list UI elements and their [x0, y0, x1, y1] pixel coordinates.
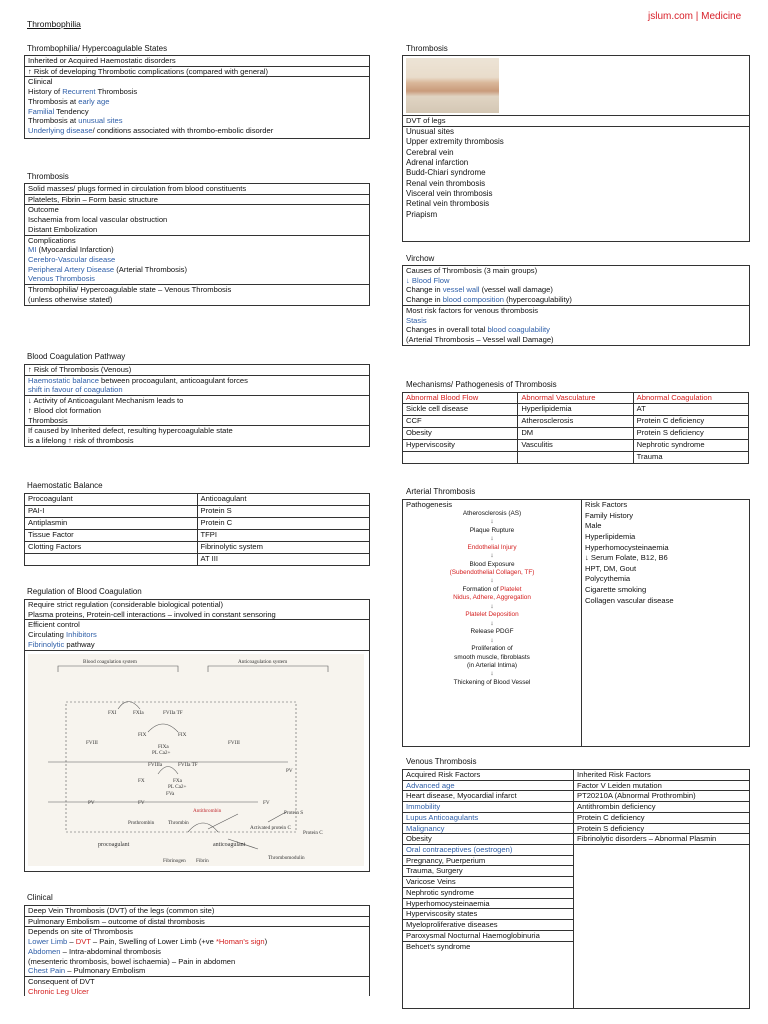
flow-text: Formation of: [462, 585, 501, 593]
diag-anticoagulant: anticoagulant: [213, 841, 246, 848]
thrombosis-row: Platelets, Fibrin – Form basic structure: [25, 195, 369, 206]
balance-table: [24, 493, 370, 566]
unusual-line: Thrombosis at unusual sites: [28, 116, 123, 126]
balance-cell: Anticoagulant: [197, 494, 370, 506]
diag-fibrin: Fibrin: [196, 857, 209, 864]
mech-cell: [518, 451, 633, 463]
arterial-pathogenesis: [403, 500, 582, 746]
thrombosis-heading: Thrombosis: [27, 172, 69, 181]
inherited-item: PT20210A (Abnormal Prothrombin): [574, 791, 749, 802]
mech-cell: Hyperviscosity: [403, 439, 518, 451]
path-head: Pathogenesis: [406, 500, 453, 509]
history-line: History of Recurrent Thrombosis: [28, 87, 138, 97]
diag-fxi: FXI: [108, 709, 117, 716]
page-title: Thrombophilia: [27, 19, 81, 29]
flow-step: Atherosclerosis (AS): [462, 509, 522, 517]
clinical-heading: Clinical: [27, 893, 53, 902]
clinical-table: [24, 905, 370, 996]
acquired-item: Malignancy: [403, 824, 573, 835]
inherited-head: Inherited Risk Factors: [574, 770, 749, 781]
arterial-table: [402, 499, 750, 747]
diag-fviia-tf: FVIIa TF: [163, 709, 183, 716]
flow-step: ↓: [490, 636, 494, 644]
mech-cell: Atherosclerosis: [518, 415, 633, 427]
mech-row: [403, 415, 749, 427]
pathway-heading: Blood Coagulation Pathway: [27, 352, 126, 361]
diag-fxa: FXa: [173, 777, 182, 784]
diag-procoagulant: procoagulant: [98, 841, 130, 848]
flow-step: (in Arterial Intima): [466, 662, 518, 670]
clinical-row: Deep Vein Thrombosis (DVT) of the legs (common site): [25, 906, 369, 917]
risk-item: HPT, DM, Gout: [585, 563, 637, 573]
risk-item: Cigarette smoking: [585, 585, 647, 594]
diag-coag-title: Blood coagulation system: [83, 658, 137, 665]
flow-step: Plaque Rupture: [469, 526, 515, 534]
venous-table: [402, 769, 750, 1009]
familial-line: Familial Tendency: [28, 106, 89, 116]
diag-fviia-tf-2: FVIIa TF: [178, 761, 198, 768]
clinical-head: Clinical: [28, 77, 53, 87]
diag-fv: FV: [138, 799, 145, 806]
mech-cell: Obesity: [403, 427, 518, 439]
mech-row: [403, 451, 749, 463]
mech-header-cell: Abnormal Vasculature: [518, 393, 633, 404]
states-table: [24, 55, 370, 139]
diag-fibrinogen: Fibrinogen: [163, 857, 186, 864]
pathway-row: ↑ Risk of Thrombosis (Venous): [25, 365, 369, 376]
flow-step: Platelet Deposition: [465, 611, 519, 619]
virchow-heading: Virchow: [406, 254, 435, 263]
diag-fv-2: FV: [263, 799, 270, 806]
states-clinical: [25, 77, 369, 137]
diag-anticoag-title: Anticoagulation system: [238, 658, 288, 665]
acquired-item: Hyperviscosity states: [403, 909, 573, 920]
acquired-item: Paroxysmal Nocturnal Haemoglobinuria: [403, 931, 573, 942]
venous-heading: Venous Thrombosis: [406, 757, 477, 766]
inherited-col: [574, 770, 749, 1008]
balance-cell: Tissue Factor: [25, 530, 198, 542]
mech-cell: CCF: [403, 415, 518, 427]
clinical-site-cell: Depends on site of Thrombosis Lower Limb – DVT – Pain, Swelling of Lower Limb (+ve *Homan's sign) Abdomen – Intra-abdominal thrombosis (mesenteric thrombosis, bowel ischaemia) – Pain in abdomen Chest Pain – Pulmonary Embolism: [25, 927, 369, 977]
site-item: Retinal vein thrombosis: [406, 199, 490, 209]
arterial-risks: [582, 500, 749, 746]
risk-item: Polycythemia: [585, 574, 631, 584]
clinical-row: Pulmonary Embolism – outcome of distal thrombosis: [25, 917, 369, 928]
inherited-item: Protein C deficiency: [574, 813, 749, 824]
acquired-item: Immobility: [403, 802, 573, 813]
diag-pl-ca: PL Ca2+: [152, 749, 171, 756]
regulation-heading: Regulation of Blood Coagulation: [27, 587, 142, 596]
risk-item: Hyperlipidemia: [585, 531, 636, 541]
clinical-dvt-cell: Consequent of DVT Chronic Leg Ulcer: [28, 977, 95, 996]
risk-item: ↓ Serum Folate, B12, B6: [585, 553, 668, 563]
inherited-item: Protein S deficiency: [574, 824, 749, 835]
arterial-heading: Arterial Thrombosis: [406, 487, 476, 496]
thrombosis-row: Solid masses/ plugs formed in circulation from blood constituents: [25, 184, 369, 195]
flow-step: Thickening of Blood Vessel: [453, 678, 531, 686]
unusual-sites: [403, 127, 749, 221]
balance-row: [25, 530, 370, 542]
inherited-item: Factor V Leiden mutation: [574, 781, 749, 792]
underlying-line: Underlying disease/ conditions associated with thrombo-embolic disorder: [28, 126, 274, 136]
mechanisms-heading: Mechanisms/ Pathogenesis of Thrombosis: [406, 380, 557, 389]
acquired-item: Advanced age: [403, 781, 573, 792]
pathway-inherited-cell: If caused by Inherited defect, resulting hypercoagulable state is a lifelong ↑ risk of thrombosis: [28, 426, 233, 446]
mech-header-cell: Abnormal Blood Flow: [403, 393, 518, 404]
complications-cell: Complications MI (Myocardial Infarction) Cerebro-Vascular disease Peripheral Artery Disease (Arterial Thrombosis) Venous Thrombosis: [25, 236, 369, 286]
flow-step: ↓: [490, 577, 494, 585]
diag-thrombin: Thrombin: [168, 819, 189, 826]
virchow-table: [402, 265, 750, 346]
thrombophilia-cell: Thrombophilia/ Hypercoagulable state – Venous Thrombosis (unless otherwise stated): [28, 285, 232, 304]
balance-cell: Fibrinolytic system: [197, 542, 370, 554]
diag-pl-ca-2: PL Ca2+: [168, 783, 187, 790]
dvt-caption: DVT of legs: [403, 115, 749, 127]
acquired-item: Pregnancy, Puerperium: [403, 856, 573, 867]
mech-row: [403, 439, 749, 451]
diag-prothrombin: Prothrombin: [128, 819, 155, 826]
balance-row: [25, 554, 370, 566]
flow-step: ↓: [490, 619, 494, 627]
mech-cell: Trauma: [633, 451, 748, 463]
thrombosis-right-table: [402, 55, 750, 242]
flow-step: ↓: [490, 535, 494, 543]
mech-cell: [403, 451, 518, 463]
flow-step: smooth muscle, fibroblasts: [454, 653, 530, 661]
balance-cell: Protein S: [197, 506, 370, 518]
diag-fix-2: FIX: [178, 731, 187, 738]
pathway-balance-cell: Haemostatic balance between procoagulant, anticoagulant forces shift in favour of coagulation: [25, 376, 369, 396]
diag-fviii-2: FVIII: [228, 739, 240, 746]
diag-fviiia: FVIIIa: [148, 761, 163, 768]
thrombosis-right-heading: Thrombosis: [406, 44, 448, 53]
risk-head: Risk Factors: [585, 500, 628, 509]
mech-header-cell: Abnormal Coagulation: [633, 393, 748, 404]
states-row: ↑ Risk of developing Thrombotic complications (compared with general): [25, 67, 369, 78]
mech-cell: AT: [633, 403, 748, 415]
sites-head: Unusual sites: [406, 126, 455, 136]
balance-cell: Protein C: [197, 518, 370, 530]
diag-thrombomodulin: Thrombomodulin: [268, 854, 305, 861]
site-item: Visceral vein thrombosis: [406, 189, 493, 199]
balance-cell: Clotting Factors: [25, 542, 198, 554]
outcome-cell: Outcome Ischaemia from local vascular obstruction Distant Embolization: [25, 205, 369, 235]
balance-cell: [25, 554, 198, 566]
balance-cell: PAI-I: [25, 506, 198, 518]
site-item: Priapism: [406, 209, 438, 219]
acquired-col: [403, 770, 574, 1008]
diag-pv: PV: [88, 799, 95, 806]
dvt-legs-image: [406, 58, 499, 113]
balance-row: [25, 518, 370, 530]
site-brand[interactable]: jslum.com | Medicine: [648, 11, 742, 22]
acquired-item: Obesity: [403, 834, 573, 845]
site-item: Cerebral vein: [406, 147, 454, 157]
acquired-item: Varicose Veins: [403, 877, 573, 888]
flow-text-red: Platelet: [500, 585, 522, 593]
pathway-activity-cell: ↓ Activity of Anticoagulant Mechanism leads to ↑ Blood clot formation Thrombosis: [25, 396, 369, 426]
flow-step: Release PDGF: [470, 628, 514, 636]
balance-row: [25, 542, 370, 554]
flow-step: ↓: [490, 670, 494, 678]
risk-item: Collagen vascular disease: [585, 595, 674, 605]
balance-cell: AT III: [197, 554, 370, 566]
site-item: Renal vein thrombosis: [406, 178, 486, 188]
regulation-table: [24, 599, 370, 872]
acquired-item: Oral contraceptives (oestrogen): [403, 845, 573, 856]
mech-cell: DM: [518, 427, 633, 439]
mech-cell: Sickle cell disease: [403, 403, 518, 415]
mechanisms-table: [402, 392, 749, 464]
flow-step: ↓: [490, 602, 494, 610]
balance-cell: Antiplasmin: [25, 518, 198, 530]
diag-fxia: FXIa: [133, 709, 144, 716]
acquired-head: Acquired Risk Factors: [403, 770, 573, 781]
inherited-item: Fibrinolytic disorders – Abnormal Plasmin: [577, 834, 717, 844]
mech-cell: Nephrotic syndrome: [633, 439, 748, 451]
risk-item: Hyperhomocysteinaemia: [585, 542, 669, 552]
virchow-causes-cell: Causes of Thrombosis (3 main groups) ↓ Blood Flow Change in vessel wall (vessel wall damage) Change in blood composition (hypercoagulability): [403, 266, 749, 306]
states-row: Inherited or Acquired Haemostatic disorders: [25, 56, 369, 67]
acquired-item: Trauma, Surgery: [403, 866, 573, 877]
acquired-item: Behcet's syndrome: [406, 941, 471, 951]
acquired-item: Nephrotic syndrome: [403, 888, 573, 899]
mech-cell: Vasculitis: [518, 439, 633, 451]
mech-header-row: [403, 393, 749, 404]
risk-item: Male: [585, 521, 602, 531]
flow-step: ↓: [490, 518, 494, 526]
acquired-item: Heart disease, Myocardial infarct: [403, 791, 573, 802]
diag-fviii: FVIII: [86, 739, 98, 746]
flow-step: Blood Exposure: [469, 560, 515, 568]
flow-step: (Subendothelial Collagen, TF): [449, 569, 535, 577]
mech-cell: Hyperlipidemia: [518, 403, 633, 415]
balance-row: [25, 494, 370, 506]
risk-item: Family History: [585, 510, 634, 520]
diag-fix: FIX: [138, 731, 147, 738]
diag-protein-s: Protein S: [284, 809, 304, 816]
balance-cell: Procoagulant: [25, 494, 198, 506]
balance-heading: Haemostatic Balance: [27, 481, 103, 490]
flow-step: Proliferation of: [471, 645, 513, 653]
mech-row: [403, 427, 749, 439]
mech-cell: Protein C deficiency: [633, 415, 748, 427]
regulation-diagram-cell: [25, 651, 369, 872]
diag-fx: FX: [138, 777, 145, 784]
flow-step: Nidus, Adhere, Aggregation: [453, 594, 531, 602]
states-heading: Thrombophilia/ Hypercoagulable States: [27, 44, 168, 53]
inherited-item: Antithrombin deficiency: [574, 802, 749, 813]
regulation-require-cell: Require strict regulation (considerable biological potential) Plasma proteins, Protein-cell interactions – involved in constant sensoring: [25, 600, 369, 620]
coagulation-diagram: [28, 654, 364, 866]
site-item: Adrenal infarction: [406, 157, 469, 167]
balance-row: [25, 506, 370, 518]
site-item: Budd-Chiari syndrome: [406, 168, 486, 178]
acquired-item: Lupus Anticoagulants: [403, 813, 573, 824]
diag-pv-2: PV: [286, 767, 293, 774]
pathway-table: [24, 364, 370, 447]
thrombosis-table: [24, 183, 370, 306]
diag-fva: FVa: [166, 790, 175, 797]
acquired-item: Hyperhomocysteinaemia: [403, 899, 573, 910]
site-item: Upper extremity thrombosis: [406, 137, 504, 147]
acquired-item: Myeloproliferative diseases: [403, 920, 573, 931]
diag-antithrombin: Antithrombin: [193, 807, 222, 814]
flow-step: ↓: [490, 552, 494, 560]
virchow-risk-cell: Most risk factors for venous thrombosis Stasis Changes in overall total blood coagulability (Arterial Thrombosis – Vessel wall Damage): [406, 305, 554, 345]
diag-activated-pc: Activated protein C: [250, 824, 291, 831]
mech-row: [403, 403, 749, 415]
flow-step: Endothelial Injury: [467, 543, 517, 551]
flow-step: [406, 586, 578, 594]
balance-cell: TFPI: [197, 530, 370, 542]
diag-fixa: FIXa: [158, 743, 169, 750]
regulation-control-cell: Efficient control Circulating Inhibitors Fibrinolytic pathway: [25, 620, 369, 650]
diag-protein-c: Protein C: [303, 829, 323, 836]
mech-cell: Protein S deficiency: [633, 427, 748, 439]
early-line: Thrombosis at early age: [28, 96, 110, 106]
